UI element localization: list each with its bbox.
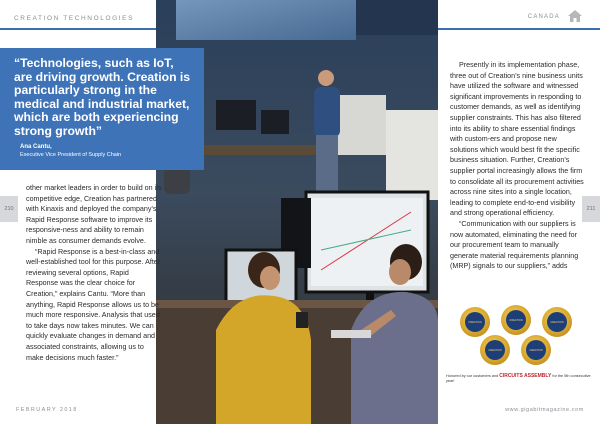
- award-badges: [458, 305, 574, 367]
- pull-quote-attribution-role: Executive Vice President of Supply Chain: [20, 152, 122, 158]
- body-column-left: [26, 183, 162, 363]
- award-caption-before: Honored by our customers and: [446, 374, 499, 378]
- award-badge: [501, 305, 531, 335]
- home-icon[interactable]: [567, 9, 583, 23]
- body-paragraph: other market leaders in order to build on its competitive edge, Creation has partnered with Kinaxis and deployed the company’s Rapid Response software to improve its responsive-ness and ability to remain nimble as consumer demands evolve.: [26, 184, 162, 245]
- footer-issue-date: FEBRUARY 2018: [16, 407, 78, 413]
- pull-quote-attribution-name: Ana Cantu,: [20, 144, 52, 150]
- footer-website-link[interactable]: www.gigabitmagazine.com: [505, 407, 584, 413]
- award-badge: [460, 307, 490, 337]
- award-badge: [521, 335, 551, 365]
- award-badge: [542, 307, 572, 337]
- award-badge: [480, 335, 510, 365]
- header-rule-left: [0, 28, 156, 30]
- award-badge-label: CREATION: [506, 310, 526, 330]
- award-caption: [446, 373, 596, 383]
- header-rule-right: [438, 28, 600, 30]
- body-paragraph: “Communication with our suppliers is now automated, eliminating the need for our procurement team to manually generate material requirements planning (MRP) signals to our suppliers,” adds: [450, 219, 579, 271]
- pull-quote: [0, 48, 204, 170]
- award-badge-label: CREATION: [485, 340, 505, 360]
- award-badge-label: CREATION: [547, 312, 567, 332]
- award-caption-after: for the 5th consecutive year!: [446, 374, 591, 383]
- page-number-right: 211: [582, 196, 600, 222]
- pull-quote-text: “Technologies, such as IoT, are driving growth. Creation is particularly strong in the medical and industrial market, which are both experiencing strong growth”: [14, 56, 191, 138]
- award-badge-label: CREATION: [465, 312, 485, 332]
- body-column-right: [450, 60, 586, 272]
- award-badge-label: CREATION: [526, 340, 546, 360]
- body-paragraph: “Rapid Response is a best-in-class and well-established tool for this purpose. After reviewing several options, Rapid Response was the clear choice for Creation,” explains Cantu. “More than anything, Rapid Response allows us to be much more responsive. Analysis that used to take days now takes minutes. We can quickly evaluate changes in demand and associated constraints, allowing us to make decisions much faster.”: [26, 247, 161, 362]
- header-publication-title: CREATION TECHNOLOGIES: [14, 15, 135, 22]
- body-paragraph: Presently in its implementation phase, three out of Creation’s nine business units have utilized the software and witnessed significant improvements in responding to customer demands, as well as identifying supplier constraints. This has also filtered into its ability to share essential findings with custom-ers and propose new solutions which would best fit the specific business situation. Further, Creation’s supplier portal increasingly allows the firm to consolidate all its procurement activities across nine sites into a single location, leading to complete end-to-end visibility and strong operational efficiency.: [450, 61, 584, 218]
- header-section-title: CANADA: [527, 14, 560, 20]
- page-number-left: 210: [0, 196, 18, 222]
- circuits-assembly-logo: CIRCUITS ASSEMBLY: [499, 373, 552, 379]
